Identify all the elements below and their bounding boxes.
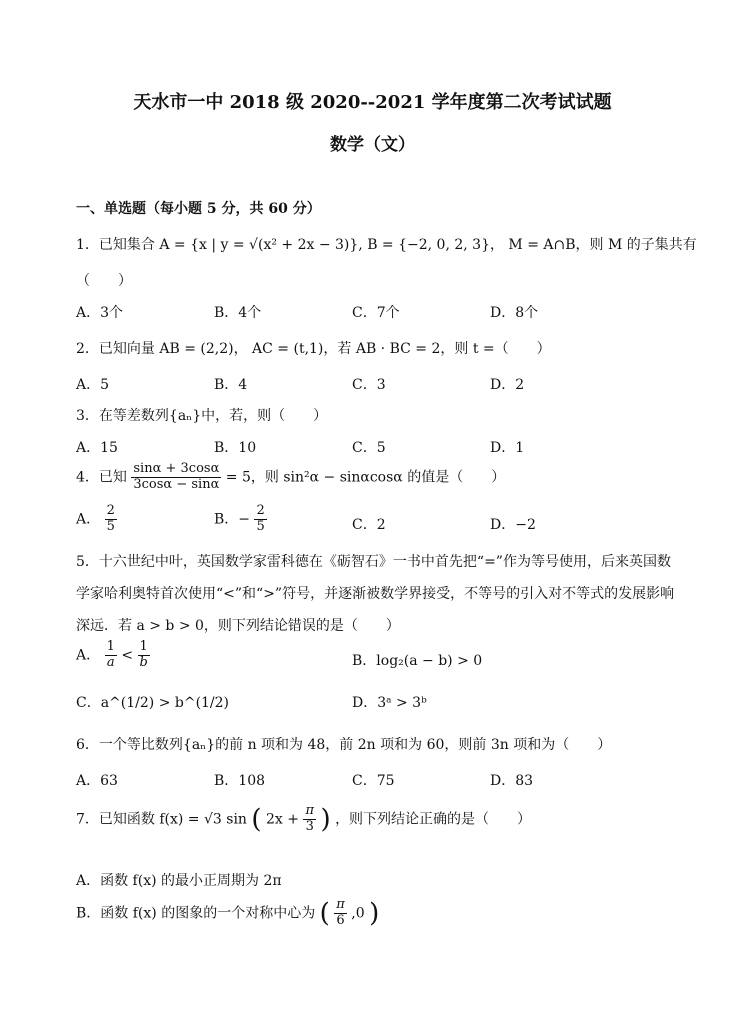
page-title: 天水市一中 2018 级 2020--2021 学年度第二次考试试题 — [133, 92, 612, 113]
q1-option-c: C．7个 — [352, 305, 400, 321]
q7-option-b-tail: ,0 — [351, 905, 365, 922]
q5-option-a-num-1: 1 — [106, 639, 115, 654]
q7-option-b — [76, 898, 379, 929]
q4-option-a-den: 5 — [106, 518, 115, 534]
q7-option-b-open-paren: ( — [319, 898, 330, 929]
q3-option-c: C．5 — [352, 440, 386, 456]
q5-option-a-frac-2 — [138, 640, 150, 671]
q6-option-b: B．108 — [214, 773, 266, 789]
question-7-inner-left: 2x + — [266, 811, 299, 828]
question-1-text: 1．已知集合 A = {x | y = √(x² + 2x − 3)}, B = {−2, 0, 2, 3}， M = A∩B，则 M 的子集共有 — [76, 237, 697, 253]
question-4-fraction — [131, 462, 221, 493]
section-heading: 一、单选题（每小题 5 分，共 60 分） — [76, 201, 321, 217]
question-2-text: 2．已知向量 AB = (2,2)， AC = (t,1)，若 AB · BC = 2，则 t =（ ） — [76, 341, 551, 357]
q4-option-a-num: 2 — [106, 503, 115, 518]
question-6-text: 6．一个等比数列{aₙ}的前 n 项和为 48，前 2n 项和为 60，则前 3n 项和为（ ） — [76, 737, 612, 753]
q2-option-b: B．4 — [214, 377, 248, 393]
q4-option-c: C．2 — [352, 517, 386, 533]
q5-option-a — [76, 640, 150, 671]
q5-option-a-frac-1 — [105, 640, 117, 671]
q1-option-a: A．3个 — [76, 305, 124, 321]
question-5-line-3: 深远．若 a > b > 0，则下列结论错误的是（ ） — [76, 618, 400, 634]
q1-option-d: D．8个 — [490, 305, 539, 321]
q7-option-b-prefix: B．函数 f(x) 的图象的一个对称中心为 — [76, 905, 316, 922]
question-7-frac-num: π — [305, 803, 314, 818]
question-7 — [76, 804, 531, 835]
q5-option-a-den-2: b — [139, 654, 148, 670]
question-4 — [76, 462, 505, 493]
q5-option-d: D．3ᵃ > 3ᵇ — [352, 695, 427, 711]
question-5-line-1: 5．十六世纪中叶，英国数学家雷科德在《砺智石》一书中首先把“=”作为等号使用，后来英国数 — [76, 554, 671, 570]
q6-option-d: D．83 — [490, 773, 534, 789]
q1-option-b: B．4个 — [214, 305, 262, 321]
q4-option-b-fraction — [254, 504, 266, 535]
q4-option-a — [76, 504, 117, 535]
q7-option-b-num: π — [336, 897, 345, 912]
question-4-suffix: = 5，则 sin²α − sinαcosα 的值是（ ） — [225, 469, 506, 486]
question-1-paren: （ ） — [76, 273, 132, 289]
q3-option-d: D．1 — [490, 440, 525, 456]
q5-option-c: C．a^(1/2) > b^(1/2) — [76, 695, 230, 711]
q6-option-a: A．63 — [76, 773, 118, 789]
question-4-frac-num: sinα + 3cosα — [133, 461, 220, 476]
q3-option-a: A．15 — [76, 440, 118, 456]
question-7-close-paren: ) — [320, 804, 331, 835]
question-4-frac-den: 3cosα − sinα — [133, 476, 220, 492]
question-3-text: 3．在等差数列{aₙ}中，若，则（ ） — [76, 408, 328, 424]
q4-option-a-label: A． — [76, 511, 101, 528]
q7-option-b-fraction — [334, 898, 347, 929]
question-7-fraction — [303, 804, 316, 835]
q5-option-a-num-2: 1 — [139, 639, 148, 654]
q4-option-b-label: B．− — [214, 511, 251, 528]
q3-option-b: B．10 — [214, 440, 257, 456]
question-7-prefix: 7．已知函数 f(x) = √3 sin — [76, 811, 247, 828]
q4-option-b — [214, 504, 267, 535]
q2-option-c: C．3 — [352, 377, 386, 393]
question-5-line-2: 学家哈利奥特首次使用“<”和“>”符号，并逐渐被数学界接受，不等号的引入对不等式的发展影响 — [76, 586, 675, 602]
q4-option-b-den: 5 — [256, 518, 265, 534]
q2-option-d: D．2 — [490, 377, 525, 393]
q7-option-b-close-paren: ) — [369, 898, 380, 929]
q7-option-b-den: 6 — [336, 912, 345, 928]
q5-option-a-den-1: a — [106, 654, 115, 670]
question-7-suffix: ，则下列结论正确的是（ ） — [335, 811, 532, 828]
q5-option-b: B．log₂(a − b) > 0 — [352, 653, 483, 669]
q4-option-b-num: 2 — [256, 503, 265, 518]
page-subtitle: 数学（文） — [330, 135, 415, 155]
q2-option-a: A．5 — [76, 377, 110, 393]
q5-option-a-relation: < — [121, 647, 134, 664]
q5-option-a-label: A． — [76, 647, 101, 664]
question-7-frac-den: 3 — [305, 818, 314, 834]
question-4-prefix: 4．已知 — [76, 469, 127, 486]
q4-option-d: D．−2 — [490, 517, 536, 533]
q7-option-a: A．函数 f(x) 的最小正周期为 2π — [76, 873, 282, 889]
question-7-open-paren: ( — [251, 804, 262, 835]
q4-option-a-fraction — [105, 504, 117, 535]
q6-option-c: C．75 — [352, 773, 395, 789]
